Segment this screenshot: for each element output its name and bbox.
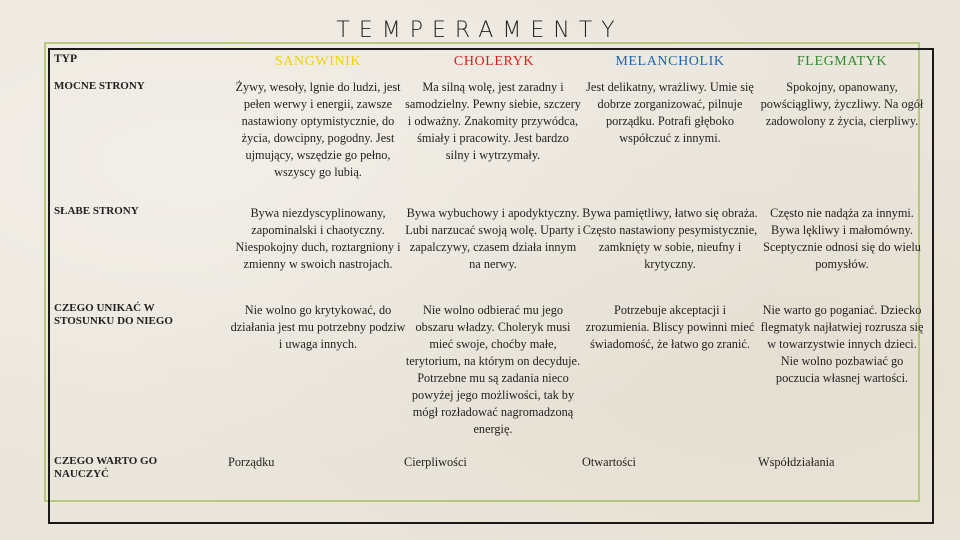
slabe-sangwinik: Bywa niezdyscyplinowany, zapominalski i chaotyczny. Niespokojny duch, roztargniony i zmienny w swoich nastrojach.: [235, 206, 401, 271]
slabe-choleryk: Bywa wybuchowy i apodyktyczny. Lubi narzucać swoją wolę. Uparty i zapalczywy, czasem działa innym na nerwy.: [405, 206, 581, 271]
slide-title: TEMPERAMENTY: [336, 18, 624, 43]
unikac-choleryk: Nie wolno odbierać mu jego obszaru władzy. Choleryk musi mieć swoje, choćby małe, terytorium, na którym on decyduje. Potrzebne mu są zadania nieco powyżej jego możliwości, tak by mógł rozładować nagromadzoną energię.: [405, 303, 581, 436]
slabe-flegmatyk: Często nie nadąża za innymi. Bywa lękliwy i małomówny. Sceptycznie odnosi się do wielu pomysłów.: [763, 206, 921, 271]
mocne-melancholik: Jest delikatny, wrażliwy. Umie się dobrze zorganizować, pilnuje porządku. Potrafi głęboko współczuć z innymi.: [586, 80, 754, 145]
unikac-sangwinik: Nie wolno go krytykować, do działania jest mu potrzebny podziw i uwaga innych.: [230, 303, 406, 351]
row-label-slabe-strony: SŁABE STRONY: [54, 205, 139, 217]
row-label-czego-warto-nauczyc: CZEGO WARTO GO NAUCZYĆ: [54, 455, 158, 480]
nauczyc-melancholik: Otwartości: [582, 455, 636, 469]
row-label-czego-unikac: CZEGO UNIKAĆ W STOSUNKU DO NIEGO: [54, 302, 173, 327]
nauczyc-flegmatyk: Współdziałania: [758, 455, 835, 469]
unikac-flegmatyk: Nie warto go poganiać. Dziecko flegmatyk najłatwiej rozrusza się w towarzystwie innych dzieci. Nie wolno pozbawiać go poczucia własnej wartości.: [760, 303, 924, 385]
row-label-mocne-strony: MOCNE STRONY: [54, 80, 145, 92]
header-typ: TYP: [54, 53, 77, 65]
header-flegmatyk: FLEGMATYK: [796, 54, 888, 69]
mocne-sangwinik: Żywy, wesoły, lgnie do ludzi, jest pełen werwy i energii, zawsze nastawiony optymistycznie, do życia, dowcipny, pogodny. Jest ujmujący, wszędzie go pełno, wszyscy go lubią.: [235, 80, 401, 179]
unikac-melancholik: Potrzebuje akceptacji i zrozumienia. Bliscy powinni mieć świadomość, że łatwo go zranić.: [585, 303, 755, 351]
header-melancholik: MELANCHOLIK: [615, 54, 725, 69]
slabe-melancholik: Bywa pamiętliwy, łatwo się obraża. Często nastawiony pesymistycznie, zamknięty w sobie, nieufny i krytyczny.: [582, 206, 758, 271]
mocne-choleryk: Ma silną wolę, jest zaradny i samodzielny. Pewny siebie, szczery i odważny. Znakomity przywódca, śmiały i pracowity. Jest bardzo silny i wytrzymały.: [405, 80, 581, 162]
nauczyc-choleryk: Cierpliwości: [404, 455, 467, 469]
mocne-flegmatyk: Spokojny, opanowany, powściągliwy, życzliwy. Na ogół zadowolony z życia, cierpliwy.: [760, 80, 924, 128]
header-choleryk: CHOLERYK: [453, 54, 535, 69]
nauczyc-sangwinik: Porządku: [228, 455, 275, 469]
temperament-table: [52, 50, 926, 518]
header-sangwinik: SANGWINIK: [274, 54, 362, 69]
